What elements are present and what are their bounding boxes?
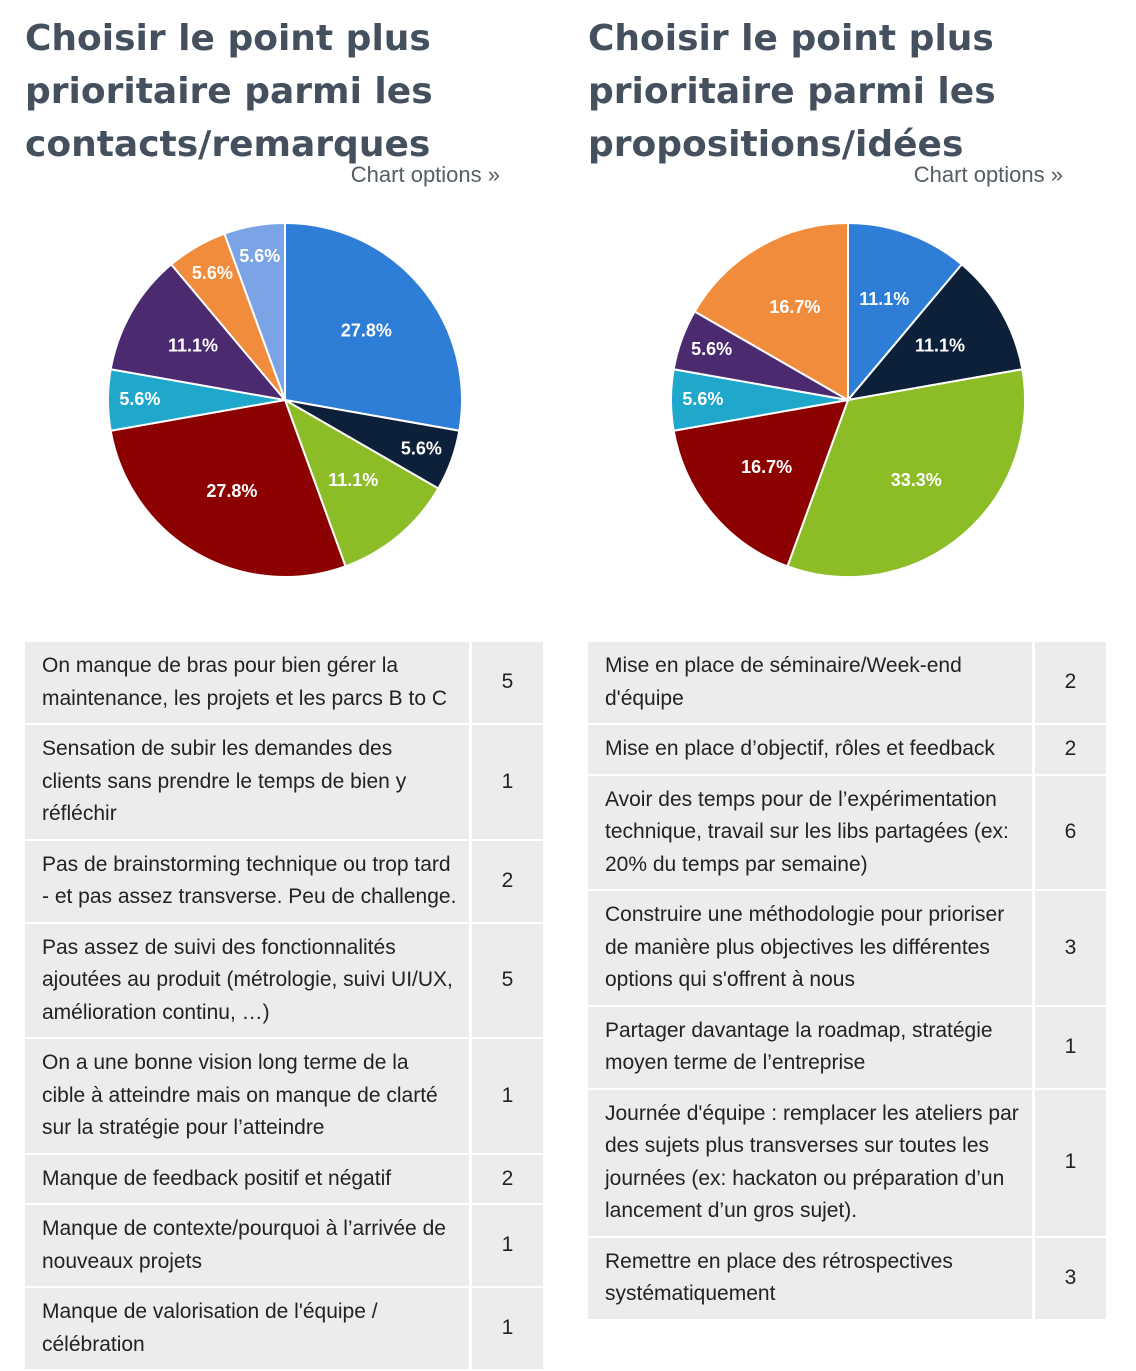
response-label: Manque de valorisation de l'équipe / célébration	[25, 1288, 469, 1369]
table-row	[588, 1090, 1106, 1236]
response-label: Avoir des temps pour de l’expérimentation technique, travail sur les libs partagées (ex: 20% du temps par semaine)	[588, 776, 1032, 890]
response-count: 5	[469, 642, 543, 723]
response-count: 6	[1032, 776, 1106, 890]
response-count: 1	[469, 1205, 543, 1286]
slice-percent-label: 11.1%	[859, 288, 910, 309]
table-row	[25, 1288, 543, 1369]
table-row	[25, 924, 543, 1038]
response-label: Mise en place d’objectif, rôles et feedback	[588, 725, 1032, 774]
slice-percent-label: 11.1%	[167, 335, 219, 356]
response-count: 1	[1032, 1007, 1106, 1088]
chart-options-link[interactable]: Chart options »	[913, 162, 1063, 187]
responses-table	[25, 640, 543, 1371]
table-row	[25, 1039, 543, 1153]
response-label: On a une bonne vision long terme de la cible à atteindre mais on manque de clarté sur la stratégie pour l’atteindre	[25, 1039, 469, 1153]
slice-percent-label: 5.6%	[191, 263, 233, 284]
table-row	[588, 725, 1106, 774]
response-label: Construire une méthodologie pour prioriser de manière plus objectives les différentes options qui s'offrent à nous	[588, 891, 1032, 1005]
response-count: 5	[469, 924, 543, 1038]
table-row	[588, 1007, 1106, 1088]
response-count: 2	[1032, 725, 1106, 774]
chart-title: Choisir le point plus prioritaire parmi les propositions/idées	[588, 18, 996, 165]
table-row	[588, 1238, 1106, 1319]
table-row	[588, 891, 1106, 1005]
chart-title: Choisir le point plus prioritaire parmi les contacts/remarques	[25, 18, 433, 165]
response-label: Sensation de subir les demandes des clients sans prendre le temps de bien y réfléchir	[25, 725, 469, 839]
response-label: Remettre en place des rétrospectives systématiquement	[588, 1238, 1032, 1319]
response-label: Pas assez de suivi des fonctionnalités ajoutées au produit (métrologie, suivi UI/UX, amélioration continu, …)	[25, 924, 469, 1038]
response-count: 2	[1032, 642, 1106, 723]
slice-percent-label: 5.6%	[119, 388, 161, 409]
slice-percent-label: 5.6%	[400, 438, 442, 459]
slice-percent-label: 11.1%	[914, 335, 966, 356]
table-row	[25, 1155, 543, 1204]
response-label: Pas de brainstorming technique ou trop tard - et pas assez transverse. Peu de challenge.	[25, 841, 469, 922]
table-row	[25, 725, 543, 839]
pie-chart	[100, 210, 470, 590]
response-label: Manque de contexte/pourquoi à l’arrivée de nouveaux projets	[25, 1205, 469, 1286]
response-label: On manque de bras pour bien gérer la maintenance, les projets et les parcs B to C	[25, 642, 469, 723]
responses-table	[588, 640, 1106, 1321]
response-count: 1	[469, 725, 543, 839]
response-count: 2	[469, 1155, 543, 1204]
slice-percent-label: 27.8%	[340, 320, 392, 341]
table-row	[588, 776, 1106, 890]
table-row	[588, 642, 1106, 723]
slice-percent-label: 5.6%	[682, 388, 724, 409]
response-count: 1	[469, 1039, 543, 1153]
slice-percent-label: 16.7%	[769, 296, 821, 317]
response-count: 1	[1032, 1090, 1106, 1236]
response-count: 3	[1032, 1238, 1106, 1319]
slice-percent-label: 11.1%	[328, 470, 379, 491]
table-row	[25, 1205, 543, 1286]
chart-options-link[interactable]: Chart options »	[350, 162, 500, 187]
slice-percent-label: 5.6%	[691, 339, 733, 360]
response-label: Partager davantage la roadmap, stratégie moyen terme de l’entreprise	[588, 1007, 1032, 1088]
slice-percent-label: 5.6%	[239, 245, 281, 266]
pie-chart	[663, 210, 1033, 590]
response-count: 2	[469, 841, 543, 922]
response-count: 1	[469, 1288, 543, 1369]
response-count: 3	[1032, 891, 1106, 1005]
slice-percent-label: 27.8%	[206, 480, 258, 501]
table-row	[25, 841, 543, 922]
table-row	[25, 642, 543, 723]
slice-percent-label: 33.3%	[890, 470, 942, 491]
response-label: Journée d'équipe : remplacer les ateliers par des sujets plus transverses sur toutes les journées (ex: hackaton ou préparation d’un lancement d’un gros sujet).	[588, 1090, 1032, 1236]
response-label: Manque de feedback positif et négatif	[25, 1155, 469, 1204]
slice-percent-label: 16.7%	[741, 457, 793, 478]
response-label: Mise en place de séminaire/Week-end d'équipe	[588, 642, 1032, 723]
